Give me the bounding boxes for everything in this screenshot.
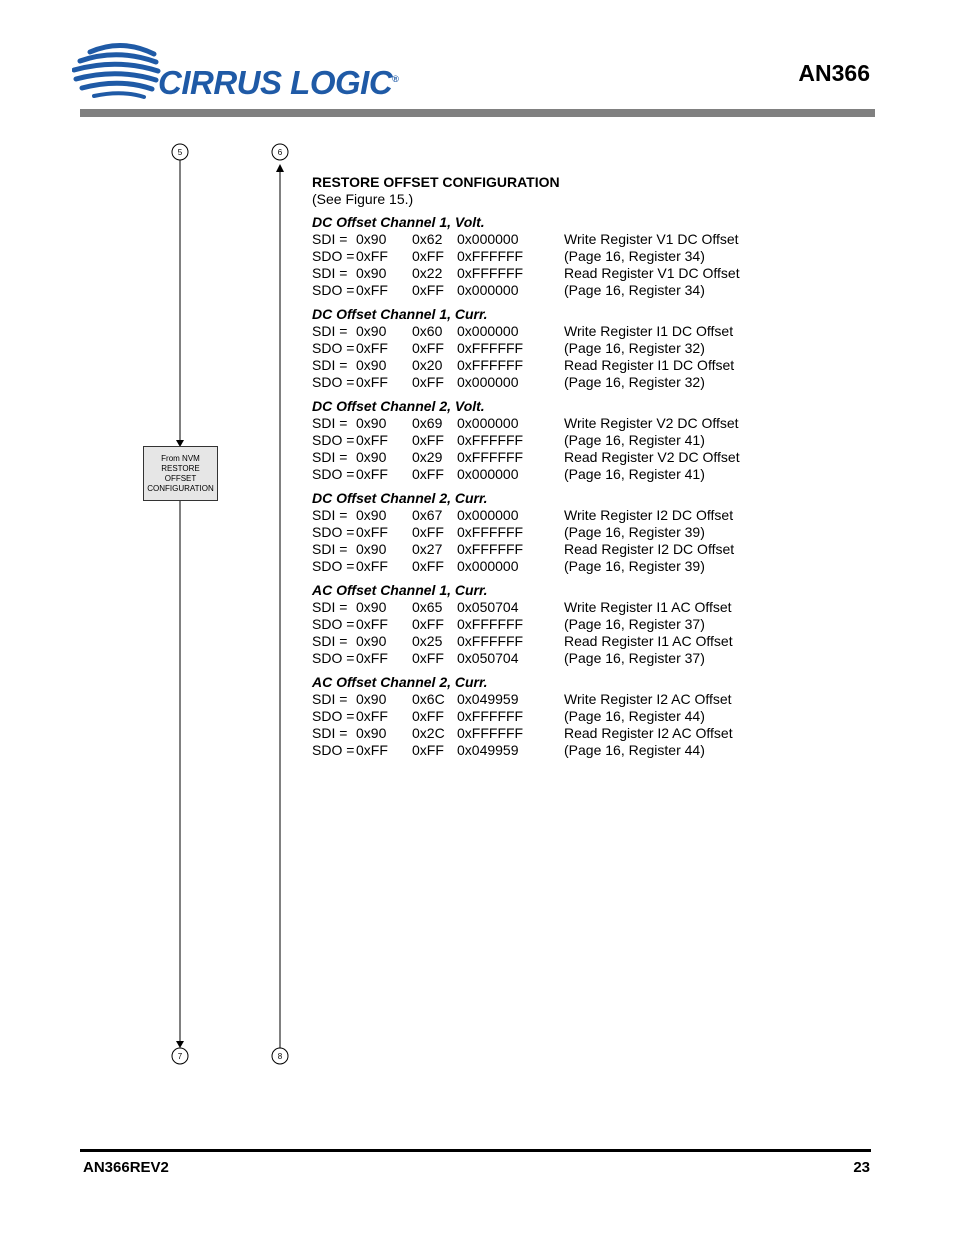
description: (Page 16, Register 44) [564,742,705,758]
description: (Page 16, Register 34) [564,282,705,298]
command-row [312,340,832,357]
line-label: SDO = [312,616,355,632]
register-group [312,490,832,575]
line-label: SDO = [312,650,355,666]
byte-2: 0xFF [412,282,444,298]
document-title: AN366 [798,60,870,86]
process-box-restore-offset [143,446,218,501]
command-row [312,742,832,759]
byte-1: 0x90 [356,541,387,557]
data-word: 0xFFFFFF [457,449,524,465]
data-word: 0xFFFFFF [457,708,524,724]
data-word: 0xFFFFFF [457,633,524,649]
description: Write Register I1 DC Offset [564,323,734,339]
line-label: SDI = [312,599,348,615]
data-word: 0x049959 [457,691,519,707]
data-word: 0xFFFFFF [457,265,524,281]
command-row [312,650,832,667]
byte-1: 0x90 [356,415,387,431]
line-label: SDO = [312,708,355,724]
byte-1: 0x90 [356,725,387,741]
byte-2: 0x2C [412,725,445,741]
data-word: 0x000000 [457,466,519,482]
command-row [312,725,832,742]
register-group [312,582,832,667]
line-label: SDI = [312,415,348,431]
data-word: 0xFFFFFF [457,357,524,373]
byte-2: 0x67 [412,507,443,523]
command-row [312,231,832,248]
register-groups [312,214,832,759]
command-row [312,449,832,466]
byte-2: 0xFF [412,616,444,632]
line-label: SDI = [312,323,348,339]
group-title: DC Offset Channel 2, Curr. [312,490,488,506]
byte-1: 0xFF [356,282,388,298]
footer-doc-revision: AN366REV2 [83,1159,169,1176]
register-sequence [312,173,832,766]
byte-2: 0x22 [412,265,443,281]
connector-7-label: 7 [177,1052,183,1061]
byte-2: 0xFF [412,340,444,356]
line-label: SDI = [312,725,348,741]
byte-2: 0x65 [412,599,443,615]
line-label: SDO = [312,340,355,356]
description: Write Register V1 DC Offset [564,231,739,247]
data-word: 0xFFFFFF [457,725,524,741]
data-word: 0x000000 [457,415,519,431]
description: Read Register I2 DC Offset [564,541,735,557]
description: (Page 16, Register 32) [564,340,705,356]
description: (Page 16, Register 34) [564,248,705,264]
byte-1: 0xFF [356,340,388,356]
footer-rule [80,1149,871,1152]
byte-1: 0x90 [356,691,387,707]
byte-1: 0x90 [356,633,387,649]
data-word: 0xFFFFFF [457,541,524,557]
process-box-line: RESTORE [161,463,200,473]
description: (Page 16, Register 41) [564,466,705,482]
byte-1: 0xFF [356,650,388,666]
byte-2: 0x60 [412,323,443,339]
line-label: SDO = [312,248,355,264]
byte-1: 0x90 [356,265,387,281]
process-box-line: CONFIGURATION [147,483,214,493]
description: Read Register V1 DC Offset [564,265,740,281]
data-word: 0x000000 [457,558,519,574]
data-word: 0x000000 [457,374,519,390]
byte-2: 0x62 [412,231,443,247]
description: Write Register V2 DC Offset [564,415,739,431]
data-word: 0x000000 [457,282,519,298]
byte-1: 0x90 [356,599,387,615]
command-row [312,282,832,299]
command-row [312,466,832,483]
register-group [312,214,832,299]
byte-2: 0xFF [412,708,444,724]
arrowhead-down-icon [176,1041,184,1048]
data-word: 0x000000 [457,323,519,339]
command-row [312,708,832,725]
command-row [312,691,832,708]
description: (Page 16, Register 32) [564,374,705,390]
byte-1: 0xFF [356,466,388,482]
description: (Page 16, Register 39) [564,558,705,574]
description: (Page 16, Register 39) [564,524,705,540]
register-group [312,674,832,759]
register-group [312,398,832,483]
section-subtitle: (See Figure 15.) [312,191,414,207]
byte-2: 0x25 [412,633,443,649]
page-number: 23 [853,1159,870,1176]
line-label: SDI = [312,541,348,557]
byte-1: 0x90 [356,323,387,339]
command-row [312,616,832,633]
description: Read Register I2 AC Offset [564,725,733,741]
section-title: RESTORE OFFSET CONFIGURATION [312,174,560,190]
byte-1: 0xFF [356,742,388,758]
command-row [312,524,832,541]
command-row [312,558,832,575]
byte-2: 0x27 [412,541,443,557]
data-word: 0x050704 [457,650,519,666]
group-title: AC Offset Channel 1, Curr. [312,582,488,598]
group-title: DC Offset Channel 1, Volt. [312,214,485,230]
line-label: SDI = [312,357,348,373]
register-group [312,306,832,391]
command-row [312,357,832,374]
data-word: 0xFFFFFF [457,616,524,632]
connector-6 [272,144,288,160]
description: Read Register V2 DC Offset [564,449,740,465]
data-word: 0xFFFFFF [457,524,524,540]
command-row [312,415,832,432]
command-row [312,633,832,650]
description: (Page 16, Register 41) [564,432,705,448]
line-label: SDO = [312,282,355,298]
line-label: SDI = [312,231,348,247]
line-label: SDO = [312,466,355,482]
description: Read Register I1 DC Offset [564,357,735,373]
byte-2: 0xFF [412,524,444,540]
process-box-line: From NVM [161,453,200,463]
command-row [312,541,832,558]
description: Write Register I1 AC Offset [564,599,732,615]
data-word: 0x050704 [457,599,519,615]
byte-1: 0xFF [356,558,388,574]
line-label: SDO = [312,374,355,390]
byte-2: 0xFF [412,650,444,666]
group-title: DC Offset Channel 2, Volt. [312,398,485,414]
connector-6-label: 6 [277,148,283,157]
command-row [312,432,832,449]
byte-2: 0xFF [412,248,444,264]
data-word: 0x049959 [457,742,519,758]
line-label: SDI = [312,507,348,523]
byte-1: 0xFF [356,616,388,632]
data-word: 0xFFFFFF [457,248,524,264]
line-label: SDI = [312,691,348,707]
byte-2: 0x6C [412,691,445,707]
byte-1: 0xFF [356,432,388,448]
description: Write Register I2 DC Offset [564,507,734,523]
command-row [312,265,832,282]
arrowhead-up-icon [276,164,284,172]
byte-2: 0x29 [412,449,443,465]
line-label: SDI = [312,633,348,649]
data-word: 0xFFFFFF [457,432,524,448]
byte-1: 0xFF [356,374,388,390]
connector-8 [272,1048,288,1064]
data-word: 0xFFFFFF [457,340,524,356]
group-title: AC Offset Channel 2, Curr. [312,674,488,690]
logo-text: CIRRUS LOGIC® [158,64,399,101]
byte-2: 0xFF [412,466,444,482]
byte-2: 0xFF [412,742,444,758]
description: (Page 16, Register 37) [564,616,705,632]
byte-1: 0xFF [356,524,388,540]
connector-7 [172,1048,188,1064]
line-label: SDO = [312,558,355,574]
group-title: DC Offset Channel 1, Curr. [312,306,488,322]
data-word: 0x000000 [457,231,519,247]
connector-5-label: 5 [177,148,183,157]
process-box-line: OFFSET [164,473,197,483]
line-label: SDI = [312,449,348,465]
byte-1: 0x90 [356,231,387,247]
byte-1: 0x90 [356,449,387,465]
byte-1: 0xFF [356,248,388,264]
line-label: SDO = [312,524,355,540]
byte-1: 0xFF [356,708,388,724]
line-label: SDO = [312,432,355,448]
byte-1: 0x90 [356,357,387,373]
command-row [312,374,832,391]
byte-1: 0x90 [356,507,387,523]
byte-2: 0xFF [412,374,444,390]
line-label: SDO = [312,742,355,758]
connector-5 [172,144,188,160]
byte-2: 0xFF [412,432,444,448]
byte-2: 0x69 [412,415,443,431]
command-row [312,599,832,616]
description: (Page 16, Register 44) [564,708,705,724]
connector-8-label: 8 [277,1052,283,1061]
command-row [312,507,832,524]
byte-2: 0xFF [412,558,444,574]
description: (Page 16, Register 37) [564,650,705,666]
byte-2: 0x20 [412,357,443,373]
command-row [312,323,832,340]
description: Read Register I1 AC Offset [564,633,733,649]
description: Write Register I2 AC Offset [564,691,732,707]
line-label: SDI = [312,265,348,281]
command-row [312,248,832,265]
data-word: 0x000000 [457,507,519,523]
